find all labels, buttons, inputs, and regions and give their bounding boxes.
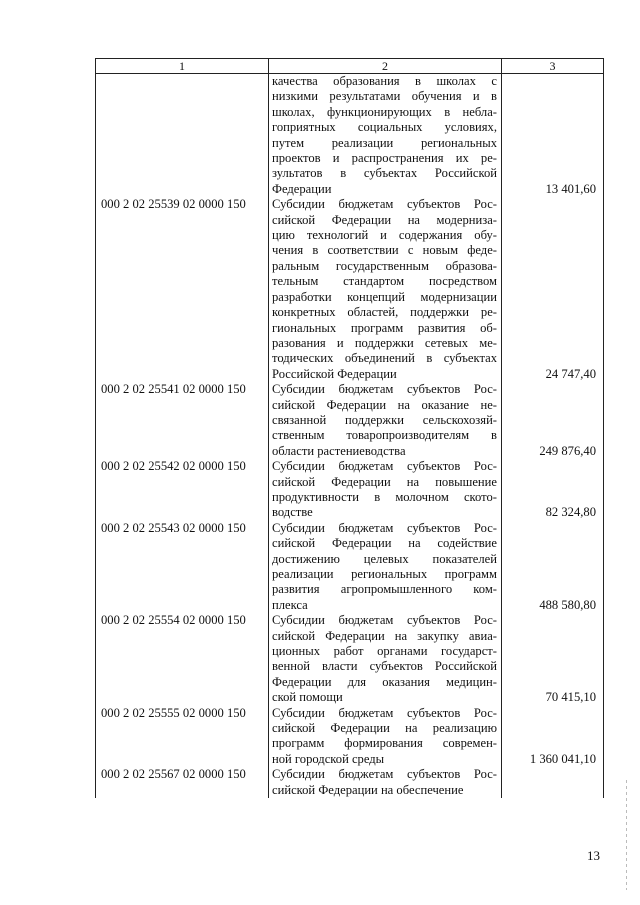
description-line: гоприятных социальных условиях, xyxy=(272,120,497,135)
budget-amount: 70 415,10 xyxy=(502,613,604,705)
budget-description xyxy=(269,197,502,382)
scan-margin-mark xyxy=(626,780,627,890)
budget-description xyxy=(269,613,502,705)
description-line: программ формирования современ- xyxy=(272,736,497,751)
budget-amount: 13 401,60 xyxy=(502,74,604,198)
description-line: Федерации xyxy=(272,181,332,196)
budget-amount: 24 747,40 xyxy=(502,197,604,382)
description-line: тодических объединений в субъектах xyxy=(272,351,497,366)
header-row xyxy=(96,59,604,74)
table-row xyxy=(96,382,604,459)
description-line: реализации региональных программ xyxy=(272,567,497,581)
description-line: разования и поддержки сетевых ме- xyxy=(272,335,497,350)
description-line: ральным государственным образова- xyxy=(272,258,497,273)
table-row xyxy=(96,521,604,613)
description-line: Субсидии бюджетам субъектов Рос- xyxy=(272,705,497,720)
description-line: водстве xyxy=(272,505,313,520)
budget-description xyxy=(269,521,502,613)
budget-code: 000 2 02 25539 02 0000 150 xyxy=(96,197,269,382)
budget-description xyxy=(269,767,502,798)
table-row xyxy=(96,74,604,198)
description-line: сийской Федерации на повышение xyxy=(272,474,497,489)
budget-code: 000 2 02 25543 02 0000 150 xyxy=(96,521,269,613)
table-row xyxy=(96,706,604,768)
description-line: гиональных программ развития об- xyxy=(272,320,497,335)
budget-amount: 249 876,40 xyxy=(502,382,604,459)
description-line: области растениеводства xyxy=(272,443,406,458)
budget-code: 000 2 02 25541 02 0000 150 xyxy=(96,382,269,459)
description-line: тельным стандартом посредством xyxy=(272,274,497,289)
budget-code: 000 2 02 25554 02 0000 150 xyxy=(96,613,269,705)
description-line: Субсидии бюджетам субъектов Рос- xyxy=(272,767,497,782)
budget-amount: 82 324,80 xyxy=(502,459,604,521)
description-line: цию технологий и содержания обу- xyxy=(272,228,497,243)
budget-description xyxy=(269,74,502,198)
budget-code: 000 2 02 25555 02 0000 150 xyxy=(96,706,269,768)
description-line: конкретных областей, поддержки ре- xyxy=(272,305,497,320)
description-line: Российской Федерации xyxy=(272,366,397,381)
column-header-2: 2 xyxy=(269,59,502,74)
page-number: 13 xyxy=(587,848,600,863)
description-line: Субсидии бюджетам субъектов Рос- xyxy=(272,520,497,535)
column-header-1: 1 xyxy=(96,59,269,74)
description-line: Субсидии бюджетам субъектов Рос- xyxy=(272,382,497,397)
description-line: Федерации для оказания медицин- xyxy=(272,674,497,689)
description-line: ственным товаропроизводителям в xyxy=(272,428,497,443)
description-line: проектов и распространения их ре- xyxy=(272,151,497,166)
description-line: сийской Федерации на оказание не- xyxy=(272,397,497,412)
description-line: сийской Федерации на закупку авиа- xyxy=(272,628,497,643)
description-line: зультатов в субъектах Российской xyxy=(272,166,497,181)
description-line: сийской Федерации на реализацию xyxy=(272,721,497,736)
description-line: связанной поддержки сельскохозяй- xyxy=(272,412,497,427)
table-row xyxy=(96,197,604,382)
budget-description xyxy=(269,706,502,768)
description-line: качества образования в школах с xyxy=(272,74,497,88)
description-line: низкими результатами обучения и в xyxy=(272,89,497,104)
description-line: чения в соответствии с новым феде- xyxy=(272,243,497,258)
description-line: продуктивности в молочном ското- xyxy=(272,489,497,504)
description-line: сийской Федерации на модерниза- xyxy=(272,212,497,227)
description-line: ционных работ органами государст- xyxy=(272,644,497,659)
description-line: развития агропромышленного ком- xyxy=(272,582,497,597)
description-line: сийской Федерации на содействие xyxy=(272,536,497,551)
budget-amount: 488 580,80 xyxy=(502,521,604,613)
description-line: ной городской среды xyxy=(272,751,385,766)
budget-table xyxy=(95,58,604,798)
column-header-3: 3 xyxy=(502,59,604,74)
budget-code: 000 2 02 25567 02 0000 150 xyxy=(96,767,269,798)
budget-amount xyxy=(502,767,604,798)
table-row xyxy=(96,459,604,521)
description-line: венной власти субъектов Российской xyxy=(272,659,497,674)
budget-amount: 1 360 041,10 xyxy=(502,706,604,768)
table-row xyxy=(96,767,604,798)
description-line: путем реализации региональных xyxy=(272,135,497,150)
description-line: школах, функционирующих в небла- xyxy=(272,104,497,119)
budget-description xyxy=(269,459,502,521)
description-line: сийской Федерации на обеспечение xyxy=(272,782,464,797)
description-line: Субсидии бюджетам субъектов Рос- xyxy=(272,459,497,474)
description-line: ской помощи xyxy=(272,690,343,705)
table-body xyxy=(96,74,604,799)
table-row xyxy=(96,613,604,705)
budget-description xyxy=(269,382,502,459)
budget-code xyxy=(96,74,269,198)
budget-code: 000 2 02 25542 02 0000 150 xyxy=(96,459,269,521)
description-line: Субсидии бюджетам субъектов Рос- xyxy=(272,613,497,628)
description-line: Субсидии бюджетам субъектов Рос- xyxy=(272,197,497,212)
description-line: достижению целевых показателей xyxy=(272,551,497,566)
description-line: плекса xyxy=(272,597,308,612)
description-line: разработки концепций модернизации xyxy=(272,289,497,304)
